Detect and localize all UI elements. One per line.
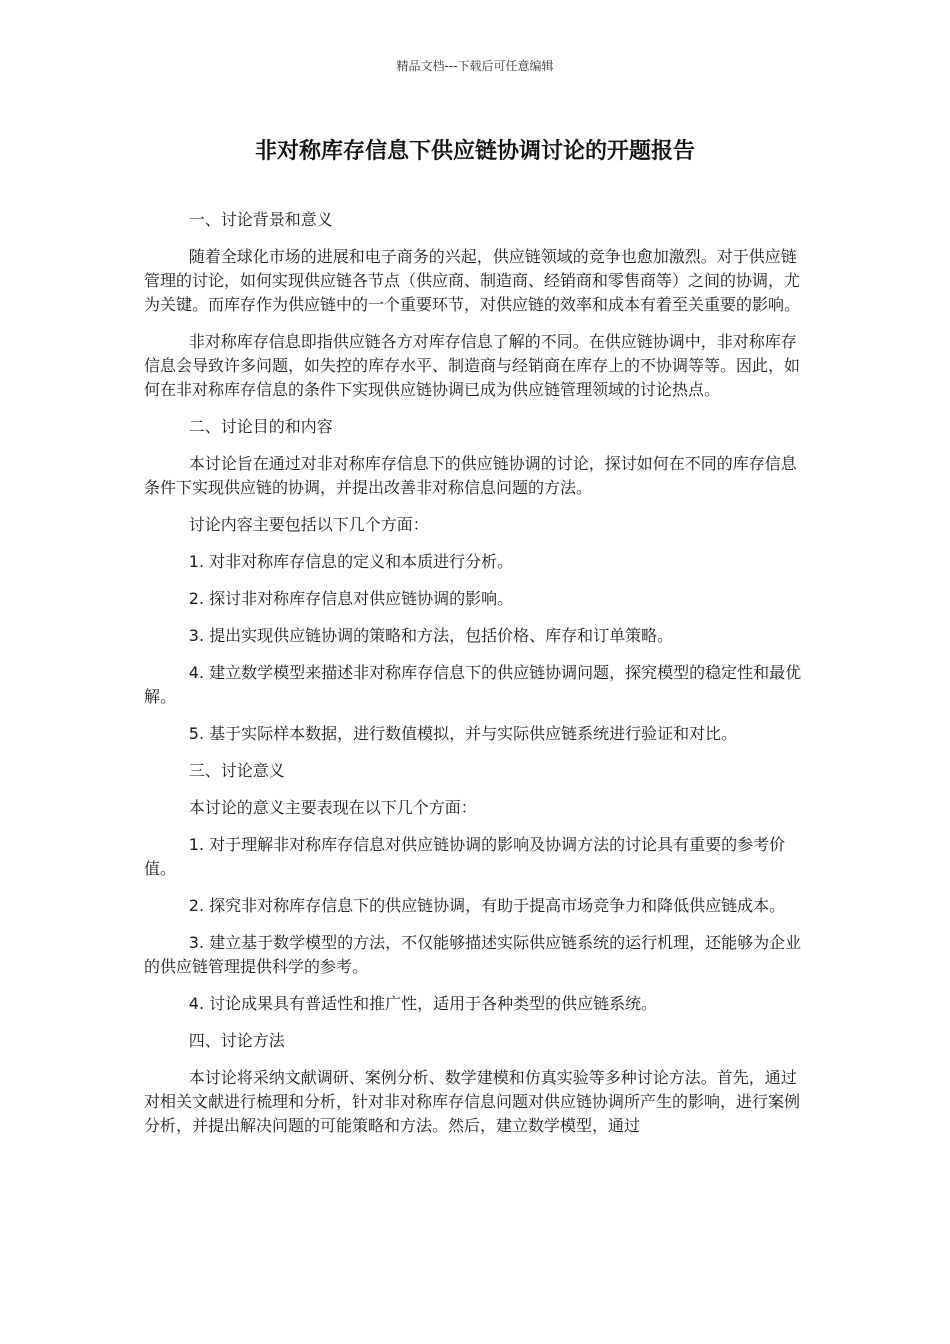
section-heading-background: 一、讨论背景和意义 xyxy=(188,210,333,229)
header-note: 精品文档---下载后可任意编辑 xyxy=(396,59,554,73)
section-heading-significance: 三、讨论意义 xyxy=(188,761,285,780)
list-item: 2. 探究非对称库存信息下的供应链协调，有助于提高市场竞争力和降低供应链成本。 xyxy=(188,896,786,915)
paragraph: 讨论内容主要包括以下几个方面： xyxy=(188,515,429,534)
paragraph: 本讨论的意义主要表现在以下几个方面： xyxy=(188,798,477,817)
list-item: 5. 基于实际样本数据，进行数值模拟，并与实际供应链系统进行验证和对比。 xyxy=(188,724,738,743)
paragraph: 随着全球化市场的进展和电子商务的兴起，供应链领域的竞争也愈加激烈。对于供应链管理的讨论，如何实现供应链各节点（供应商、制造商、经销商和零售商等）之间的协调，尤为关键。而库存作为供应链中的一个重要环节，对供应链的效率和成本有着至关重要的影响。 xyxy=(144,247,801,314)
list-item: 3. 建立基于数学模型的方法，不仅能够描述实际供应链系统的运行机理，还能够为企业的供应链管理提供科学的参考。 xyxy=(144,933,802,976)
list-item: 1. 对于理解非对称库存信息对供应链协调的影响及协调方法的讨论具有重要的参考价值。 xyxy=(144,835,786,878)
document-body xyxy=(144,208,810,1151)
document-title: 非对称库存信息下供应链协调讨论的开题报告 xyxy=(254,139,695,164)
paragraph: 非对称库存信息即指供应链各方对库存信息了解的不同。在供应链协调中，非对称库存信息会导致许多问题，如失控的库存水平、制造商与经销商在库存上的不协调等等。因此，如何在非对称库存信息的条件下实现供应链协调已成为供应链管理领域的讨论热点。 xyxy=(144,332,801,399)
list-item: 2. 探讨非对称库存信息对供应链协调的影响。 xyxy=(188,589,514,608)
list-item: 3. 提出实现供应链协调的策略和方法，包括价格、库存和订单策略。 xyxy=(188,626,674,645)
list-item: 1. 对非对称库存信息的定义和本质进行分析。 xyxy=(188,552,514,571)
list-item: 4. 讨论成果具有普适性和推广性，适用于各种类型的供应链系统。 xyxy=(188,994,658,1013)
paragraph: 本讨论将采纳文献调研、案例分析、数学建模和仿真实验等多种讨论方法。首先，通过对相关文献进行梳理和分析，针对非对称库存信息问题对供应链协调所产生的影响，进行案例分析，并提出解决问题的可能策略和方法。然后，建立数学模型，通过 xyxy=(144,1068,801,1135)
section-heading-methods: 四、讨论方法 xyxy=(188,1031,285,1050)
paragraph: 本讨论旨在通过对非对称库存信息下的供应链协调的讨论，探讨如何在不同的库存信息条件下实现供应链的协调，并提出改善非对称信息问题的方法。 xyxy=(144,454,797,497)
section-heading-objectives: 二、讨论目的和内容 xyxy=(188,417,333,436)
list-item: 4. 建立数学模型来描述非对称库存信息下的供应链协调问题，探究模型的稳定性和最优解。 xyxy=(144,663,802,706)
